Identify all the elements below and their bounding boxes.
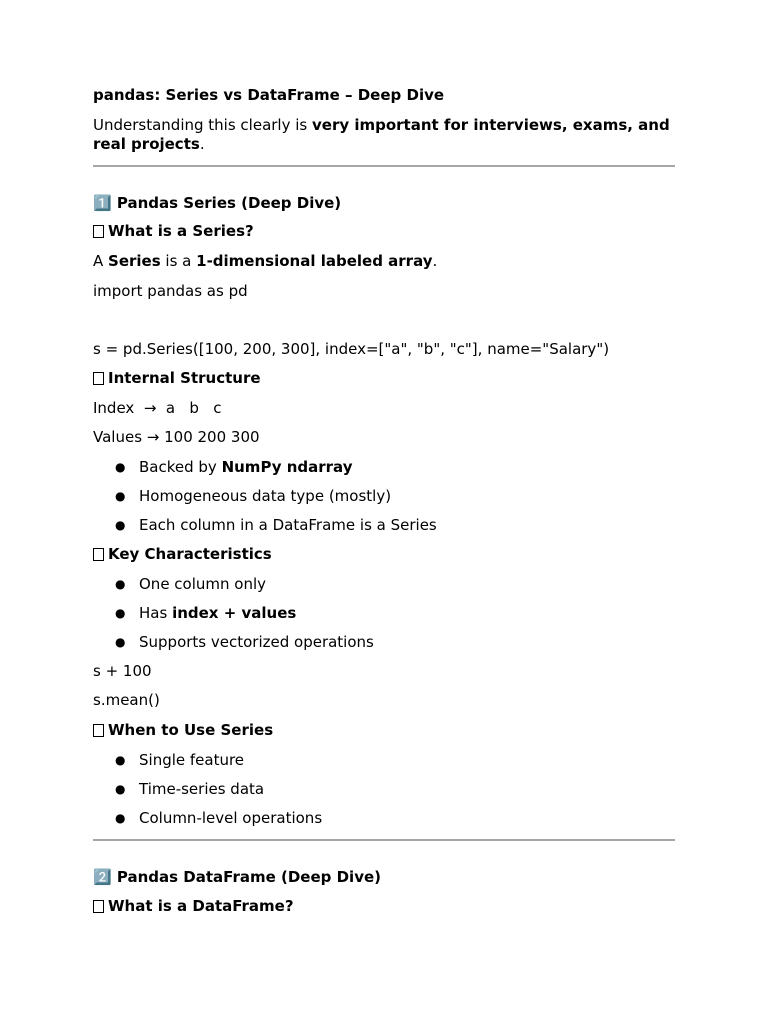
- bullet-icon: ●: [115, 577, 126, 591]
- divider: [93, 839, 675, 841]
- list-item-text: Column-level operations: [139, 809, 323, 827]
- def-text-2: is a: [160, 252, 197, 270]
- list-item-text: [139, 458, 352, 477]
- emoji-icon: [93, 548, 104, 561]
- section1-heading: 1️⃣ Pandas Series (Deep Dive): [93, 194, 342, 212]
- what-is-dataframe-text: What is a DataFrame?: [108, 897, 294, 915]
- code-line: import pandas as pd: [93, 282, 248, 300]
- def-bold-2: 1-dimensional labeled array: [196, 252, 433, 270]
- when-to-use-text: When to Use Series: [108, 721, 274, 739]
- intro-paragraph: [93, 116, 673, 154]
- what-is-series-text: What is a Series?: [108, 222, 254, 240]
- bullet-bold: NumPy ndarray: [221, 458, 353, 476]
- bullet-prefix: Has: [139, 604, 173, 622]
- section2-heading: 2️⃣ Pandas DataFrame (Deep Dive): [93, 868, 382, 886]
- intro-prefix: Understanding this clearly is: [93, 116, 312, 134]
- bullet-bold: index + values: [172, 604, 297, 622]
- list-item-text: Single feature: [139, 751, 245, 769]
- series-definition: [93, 252, 437, 271]
- list-item-text: Supports vectorized operations: [139, 633, 374, 651]
- list-item-text: Homogeneous data type (mostly): [139, 487, 392, 505]
- key-characteristics-heading: [93, 545, 272, 564]
- bullet-icon: ●: [115, 782, 126, 796]
- internal-structure-heading: [93, 369, 261, 388]
- bullet-icon: ●: [115, 753, 126, 767]
- def-bold-1: Series: [108, 252, 161, 270]
- list-item-text: One column only: [139, 575, 267, 593]
- divider: [93, 165, 675, 167]
- index-line: Index → a b c: [93, 399, 222, 417]
- what-is-dataframe-heading: [93, 897, 294, 916]
- list-item-text: [139, 604, 296, 623]
- bullet-icon: ●: [115, 460, 126, 474]
- list-item-text: Each column in a DataFrame is a Series: [139, 516, 437, 534]
- emoji-icon: [93, 225, 104, 238]
- values-line: Values → 100 200 300: [93, 428, 260, 446]
- internal-structure-text: Internal Structure: [108, 369, 261, 387]
- bullet-icon: ●: [115, 606, 126, 620]
- doc-title: pandas: Series vs DataFrame – Deep Dive: [93, 86, 445, 104]
- bullet-icon: ●: [115, 518, 126, 532]
- def-text-3: .: [432, 252, 438, 270]
- when-to-use-heading: [93, 721, 273, 740]
- bullet-icon: ●: [115, 811, 126, 825]
- bullet-prefix: Backed by: [139, 458, 222, 476]
- code-line: s.mean(): [93, 691, 160, 709]
- bullet-icon: ●: [115, 489, 126, 503]
- emoji-icon: [93, 900, 104, 913]
- key-characteristics-text: Key Characteristics: [108, 545, 272, 563]
- emoji-icon: [93, 724, 104, 737]
- bullet-icon: ●: [115, 635, 126, 649]
- emoji-icon: [93, 372, 104, 385]
- intro-bold: very important for interviews, exams, and real projects: [93, 116, 670, 153]
- def-text-1: A: [93, 252, 109, 270]
- what-is-series-heading: [93, 222, 254, 241]
- code-line: s + 100: [93, 662, 152, 680]
- list-item-text: Time-series data: [139, 780, 265, 798]
- intro-suffix: .: [199, 135, 205, 153]
- code-line: s = pd.Series([100, 200, 300], index=["a", "b", "c"], name="Salary"): [93, 340, 610, 358]
